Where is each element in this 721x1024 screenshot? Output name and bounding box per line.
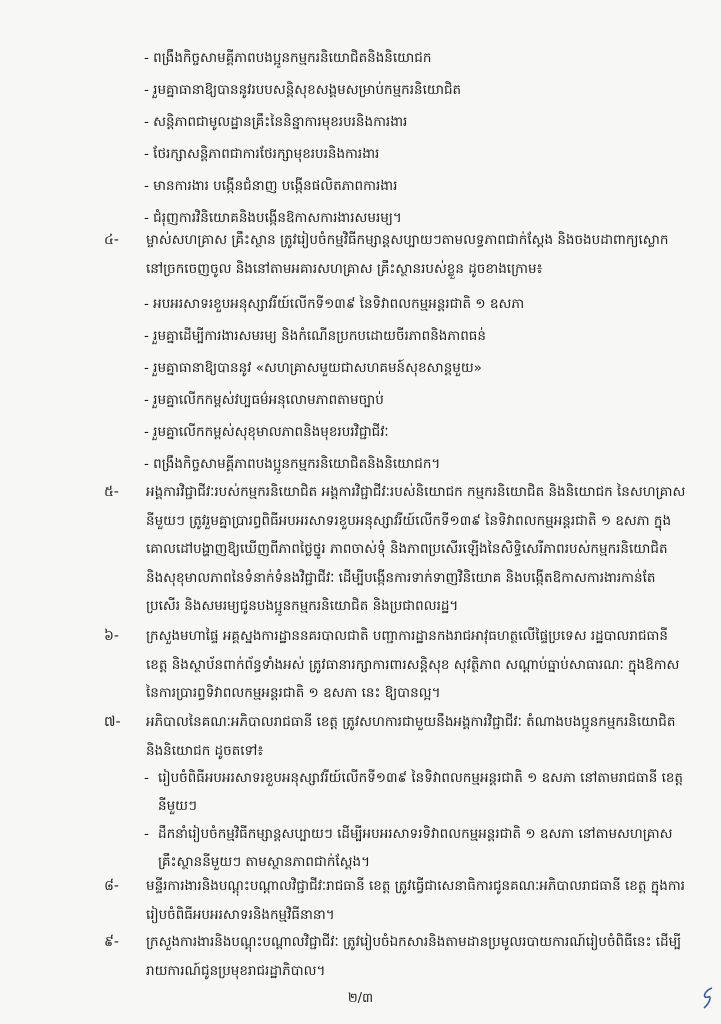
section-7-item-1 bbox=[144, 764, 694, 822]
page-number: ២/៣ bbox=[347, 991, 374, 1006]
dash-marker: - bbox=[144, 826, 149, 842]
section-9-text: ក្រសួងការងារនិងបណ្តុះបណ្តាលវិជ្ជាជីវៈ ត្រូវរៀបចំឯកសារនិងតាមដានប្រមូលរបាយការណ៍រៀបចំពិធីនេះ ដើម្បីរាយការណ៍ជូនប្រមុខរាជរដ្ឋាភិបាល។ bbox=[146, 934, 682, 979]
initials-signature-mark bbox=[700, 985, 716, 1011]
section-5-number: ៥- bbox=[104, 484, 119, 500]
section-8-text: មន្ទីរការងារនិងបណ្តុះបណ្តាលវិជ្ជាជីវៈរាជធានី ខេត្ត ត្រូវធ្វើជាសេនាធិការជូនគណៈអភិបាលរាជធានី ខេត្ត ក្នុងការរៀបចំពិធីអបអរសាទរនិងកម្មវិធីនានា។ bbox=[146, 878, 685, 923]
intro-bullet-2: - រួមគ្នាធានាឱ្យបាននូវរបបសន្តិសុខសង្គមសម្រាប់កម្មករនិយោជិត bbox=[144, 82, 462, 98]
section-7-item-2 bbox=[144, 820, 694, 878]
section-4-text: ម្ចាស់សហគ្រាស គ្រឹះស្ថាន ត្រូវរៀបចំកម្មវិធីកម្សាន្តសប្បាយៗតាមលទ្ធភាពជាក់ស្តែង និងចងបដាពាក្យស្លោក នៅច្រកចេញចូល និងនៅតាមអគារសហគ្រាស គ្រឹះស្ថានរបស់ខ្លួន ដូចខាងក្រោម៖ bbox=[146, 232, 669, 277]
section-5-text: អង្គការវិជ្ជាជីវៈរបស់កម្មករនិយោជិត អង្គការវិជ្ជាជីវៈរបស់និយោជក កម្មករនិយោជិត និងនិយោជក នៃសហគ្រាសនីមួយៗ ត្រូវរួមគ្នាប្រារព្ធពិធីអបអរសាទរខួបអនុស្សាវរីយ៍លើកទី១៣៩ នៃទិវាពលកម្មអន្តរជាតិ ១ ឧសភា ក្នុងគោលដៅបង្ហាញឱ្យឃើញពីភាពថ្លៃថ្នូរ ភាពចាស់ទុំ និងភាពប្រសើរឡើងនៃសិទ្ធិសេរីភាពរបស់កម្មករនិយោជិត និងសុខុមាលភាពនៃទំនាក់ទំនងវិជ្ជាជីវៈ ដើម្បីបង្កើនការទាក់ទាញវិនិយោគ និងបង្កើតឱកាសការងារកាន់តែប្រសើរ និងសមរម្យជូនបងប្អូនកម្មករនិយោជិត និងប្រជាពលរដ្ឋ។ bbox=[146, 484, 686, 614]
section-4-item-4: - រួមគ្នាលើកកម្ពស់វប្បធម៌អនុលោមភាពតាមច្បាប់ bbox=[144, 392, 384, 408]
section-7-number: ៧- bbox=[104, 714, 121, 730]
section-7-text: អភិបាលនៃគណៈអភិបាលរាជធានី ខេត្ត ត្រូវសហការជាមួយនឹងអង្គការវិជ្ជាជីវៈ តំណាងបងប្អូនកម្មករនិយោជិត និងនិយោជក ដូចតទៅ៖ bbox=[146, 714, 676, 759]
intro-bullet-4: - ថែរក្សាសន្តិភាពជាការថែរក្សាមុខរបរនិងការងារ bbox=[144, 146, 380, 162]
section-4-number: ៤- bbox=[104, 232, 119, 248]
section-7-item-1-text: រៀបចំពិធីអបអរសាទរខួបអនុស្សាវរីយ៍លើកទី១៣៩ នៃទិវាពលកម្មអន្តរជាតិ ១ ឧសភា នៅតាមរាជធានី ខេត្តនីមួយៗ bbox=[158, 770, 684, 814]
intro-bullet-5: - មានការងារ បង្កើនជំនាញ បង្កើនផលិតភាពការងារ bbox=[144, 178, 398, 194]
section-4-item-3: - រួមគ្នាធានាឱ្យបាននូវ «សហគ្រាសមួយជាសហគមន៍សុខសាន្តមួយ» bbox=[144, 360, 482, 376]
section-4-item-5: - រួមគ្នាលើកកម្ពស់សុខុមាលភាពនិងមុខរបរវិជ្ជាជីវៈ bbox=[144, 424, 389, 440]
section-9-number: ៩- bbox=[104, 934, 119, 950]
section-8-number: ៨- bbox=[104, 878, 119, 894]
intro-bullet-1: - ពង្រឹងកិច្ចសាមគ្គីភាពបងប្អូនកម្មករនិយោជិតនិងនិយោជក bbox=[144, 50, 432, 66]
section-4-item-2: - រួមគ្នាដើម្បីការងារសមរម្យ និងកំណើនប្រកបដោយចីរភាពនិងភាពធន់ bbox=[144, 328, 486, 344]
dash-marker: - bbox=[144, 770, 149, 786]
section-4-item-1: - អបអរសាទរខួបអនុស្សាវរីយ៍លើកទី១៣៩ នៃទិវាពលកម្មអន្តរជាតិ ១ ឧសភា bbox=[144, 296, 525, 312]
section-7-item-2-text: ដឹកនាំរៀបចំកម្មវិធីកម្សាន្តសប្បាយៗ ដើម្បីអបអរសាទរទិវាពលកម្មអន្តរជាតិ ១ ឧសភា នៅតាមសហគ្រាស គ្រឹះស្ថាននីមួយៗ តាមស្ថានភាពជាក់ស្តែង។ bbox=[158, 826, 673, 870]
section-6-number: ៦- bbox=[104, 628, 119, 644]
section-4-item-6: - ពង្រឹងកិច្ចសាមគ្គីភាពបងប្អូនកម្មករនិយោជិតនិងនិយោជក។ bbox=[144, 456, 441, 472]
intro-bullet-3: - សន្តិភាពជាមូលដ្ឋានគ្រឹះនៃនិន្នាការមុខរបរនិងការងារ bbox=[144, 114, 408, 130]
section-6-text: ក្រសួងមហាផ្ទៃ អគ្គស្នងការដ្ឋាននគរបាលជាតិ បញ្ជាការដ្ឋានកងរាជអាវុធហត្ថលើផ្ទៃប្រទេស រដ្ឋបាលរាជធានី ខេត្ត និងស្ថាប័នពាក់ព័ន្ធទាំងអស់ ត្រូវធានារក្សាការពារសន្តិសុខ សុវត្ថិភាព សណ្តាប់ធ្នាប់សាធារណៈ ក្នុងឱកាសនៃការប្រារព្ធទិវាពលកម្មអន្តរជាតិ ១ ឧសភា នេះ ឱ្យបានល្អ។ bbox=[146, 628, 680, 701]
intro-bullet-6: - ជំរុញការវិនិយោគនិងបង្កើនឱកាសការងារសមរម្យ។ bbox=[144, 210, 402, 226]
